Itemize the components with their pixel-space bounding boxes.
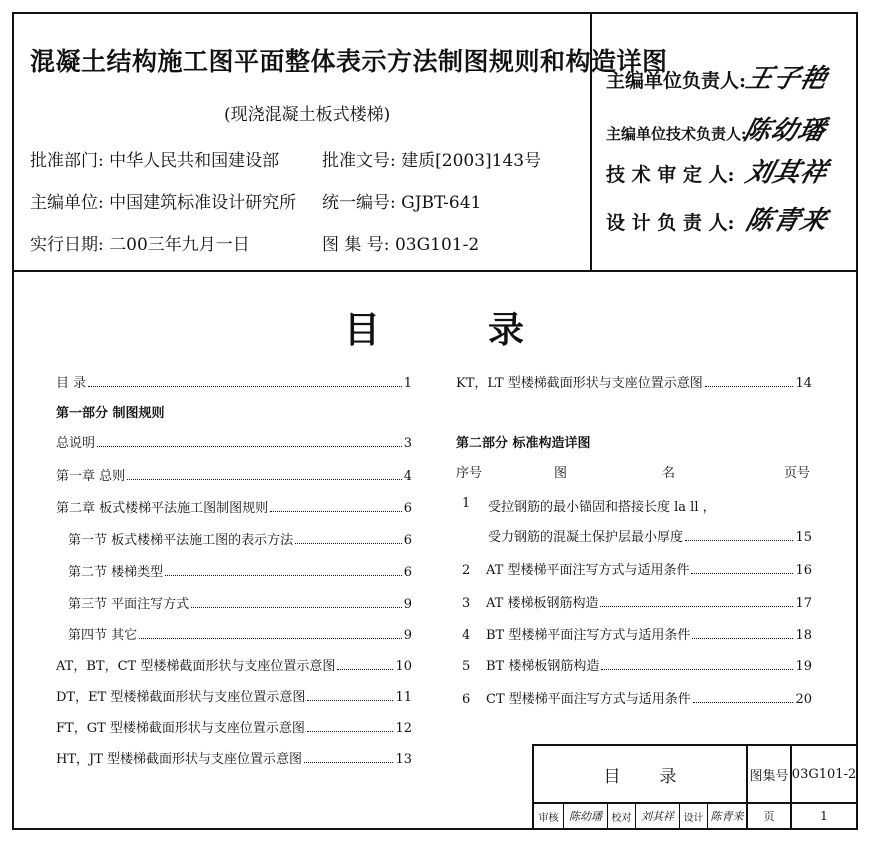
toc-entry[interactable]: AT，BT，CT 型楼梯截面形状与支座位置示意图 10 xyxy=(56,659,412,674)
effective-date-label: 实行日期: xyxy=(30,235,104,255)
approval-dept-value: 中华人民共和国建设部 xyxy=(109,151,280,171)
title-block-atlas-number: 03G101-2 xyxy=(792,746,856,804)
part-heading: 第一部分 制图规则 xyxy=(56,406,165,421)
toc-entry[interactable]: KT，LT 型楼梯截面形状与支座位置示意图 14 xyxy=(456,376,812,391)
signature-row xyxy=(606,200,831,237)
signature-label: 主编单位技术负责人: xyxy=(606,125,747,143)
toc-entry[interactable]: FT，GT 型楼梯截面形状与支座位置示意图 12 xyxy=(56,721,412,736)
editor-unit-label: 主编单位: xyxy=(30,193,104,213)
toc-entry[interactable]: 第二节 楼梯类型 6 xyxy=(68,565,412,580)
header-divider xyxy=(12,270,858,272)
toc-entry[interactable]: 目 录 1 xyxy=(56,376,412,391)
approval-dept xyxy=(30,146,279,171)
signature-row xyxy=(606,110,830,147)
toc-entry[interactable]: 第一章 总则 4 xyxy=(56,469,412,484)
atlas-number-label: 图 集 号: xyxy=(322,235,390,255)
review-signature: 陈幼璠 xyxy=(564,804,608,828)
toc-title-char1: 目 xyxy=(344,309,381,351)
atlas-number-value: 03G101-2 xyxy=(394,235,480,255)
handwritten-signature: 王子艳 xyxy=(742,64,831,94)
editor-unit xyxy=(30,188,296,213)
handwritten-signature: 刘其祥 xyxy=(742,158,831,188)
check-signature: 刘其祥 xyxy=(636,804,680,828)
document-title: 混凝土结构施工图平面整体表示方法制图规则和构造详图 xyxy=(30,47,668,76)
approval-dept-label: 批准部门: xyxy=(30,151,104,171)
editor-unit-value: 中国建筑标准设计研究所 xyxy=(109,193,297,213)
signature-label: 主编单位负责人: xyxy=(606,70,747,92)
approval-doc-value: 建质[2003]143号 xyxy=(401,151,542,171)
column-header-name: 名 xyxy=(662,466,676,481)
part-heading: 第二部分 标准构造详图 xyxy=(456,436,591,451)
page-label: 页 xyxy=(748,804,792,828)
unified-number xyxy=(322,188,481,213)
unified-number-label: 统一编号: xyxy=(322,193,396,213)
toc-entry[interactable]: 2 AT 型楼梯平面注写方式与适用条件 16 xyxy=(462,563,812,578)
document-subtitle: (现浇混凝土板式楼梯) xyxy=(224,105,391,125)
toc-entry[interactable]: 6 CT 型楼梯平面注写方式与适用条件 20 xyxy=(462,692,812,707)
toc-title-char2: 录 xyxy=(488,309,525,351)
item-title-line: 受拉钢筋的最小锚固和搭接长度 la ll ， xyxy=(488,500,716,515)
toc-entry[interactable]: 第三节 平面注写方式 9 xyxy=(68,597,412,612)
column-header-page: 页号 xyxy=(784,466,811,481)
toc-entry[interactable]: 3 AT 楼梯板钢筋构造 17 xyxy=(462,596,812,611)
toc-entry[interactable]: 受力钢筋的混凝土保护层最小厚度 15 xyxy=(488,530,812,545)
item-number: 1 xyxy=(462,496,471,511)
handwritten-signature: 陈青来 xyxy=(742,206,831,236)
toc-entry[interactable]: 5 BT 楼梯板钢筋构造 19 xyxy=(462,659,812,674)
page-number: 1 xyxy=(820,809,828,823)
effective-date xyxy=(30,230,250,255)
toc-entry[interactable]: 第一节 板式楼梯平法施工图的表示方法 6 xyxy=(68,533,412,548)
toc-entry[interactable]: 第二章 板式楼梯平法施工图制图规则 6 xyxy=(56,501,412,516)
design-label: 设计 xyxy=(680,804,708,828)
column-header-figure: 图 xyxy=(554,466,568,481)
approval-doc xyxy=(322,146,541,171)
review-label: 审核 xyxy=(534,804,564,828)
toc-entry[interactable]: DT，ET 型楼梯截面形状与支座位置示意图 11 xyxy=(56,690,412,705)
atlas-number xyxy=(322,230,479,255)
handwritten-signature: 陈幼璠 xyxy=(740,116,830,146)
approval-doc-label: 批准文号: xyxy=(322,151,396,171)
check-label: 校对 xyxy=(608,804,636,828)
toc-entry[interactable]: HT，JT 型楼梯截面形状与支座位置示意图 13 xyxy=(56,752,412,767)
unified-number-value: GJBT-641 xyxy=(401,193,482,213)
title-block-atlas-label: 图集号 xyxy=(748,746,792,804)
signature-label: 设 计 负 责 人: xyxy=(606,212,735,234)
effective-date-value: 二00三年九月一日 xyxy=(109,235,250,255)
title-block-name: 目 录 xyxy=(534,746,748,804)
toc-entry[interactable]: 第四节 其它 9 xyxy=(68,628,412,643)
design-signature: 陈青来 xyxy=(708,804,748,828)
toc-entry[interactable]: 4 BT 型楼梯平面注写方式与适用条件 18 xyxy=(462,628,812,643)
signature-label: 技 术 审 定 人: xyxy=(606,164,735,186)
signature-row xyxy=(606,58,831,95)
title-block xyxy=(532,744,858,830)
column-header-number: 序号 xyxy=(456,466,483,481)
toc-entry[interactable]: 总说明 3 xyxy=(56,436,412,451)
signature-row xyxy=(606,152,831,189)
